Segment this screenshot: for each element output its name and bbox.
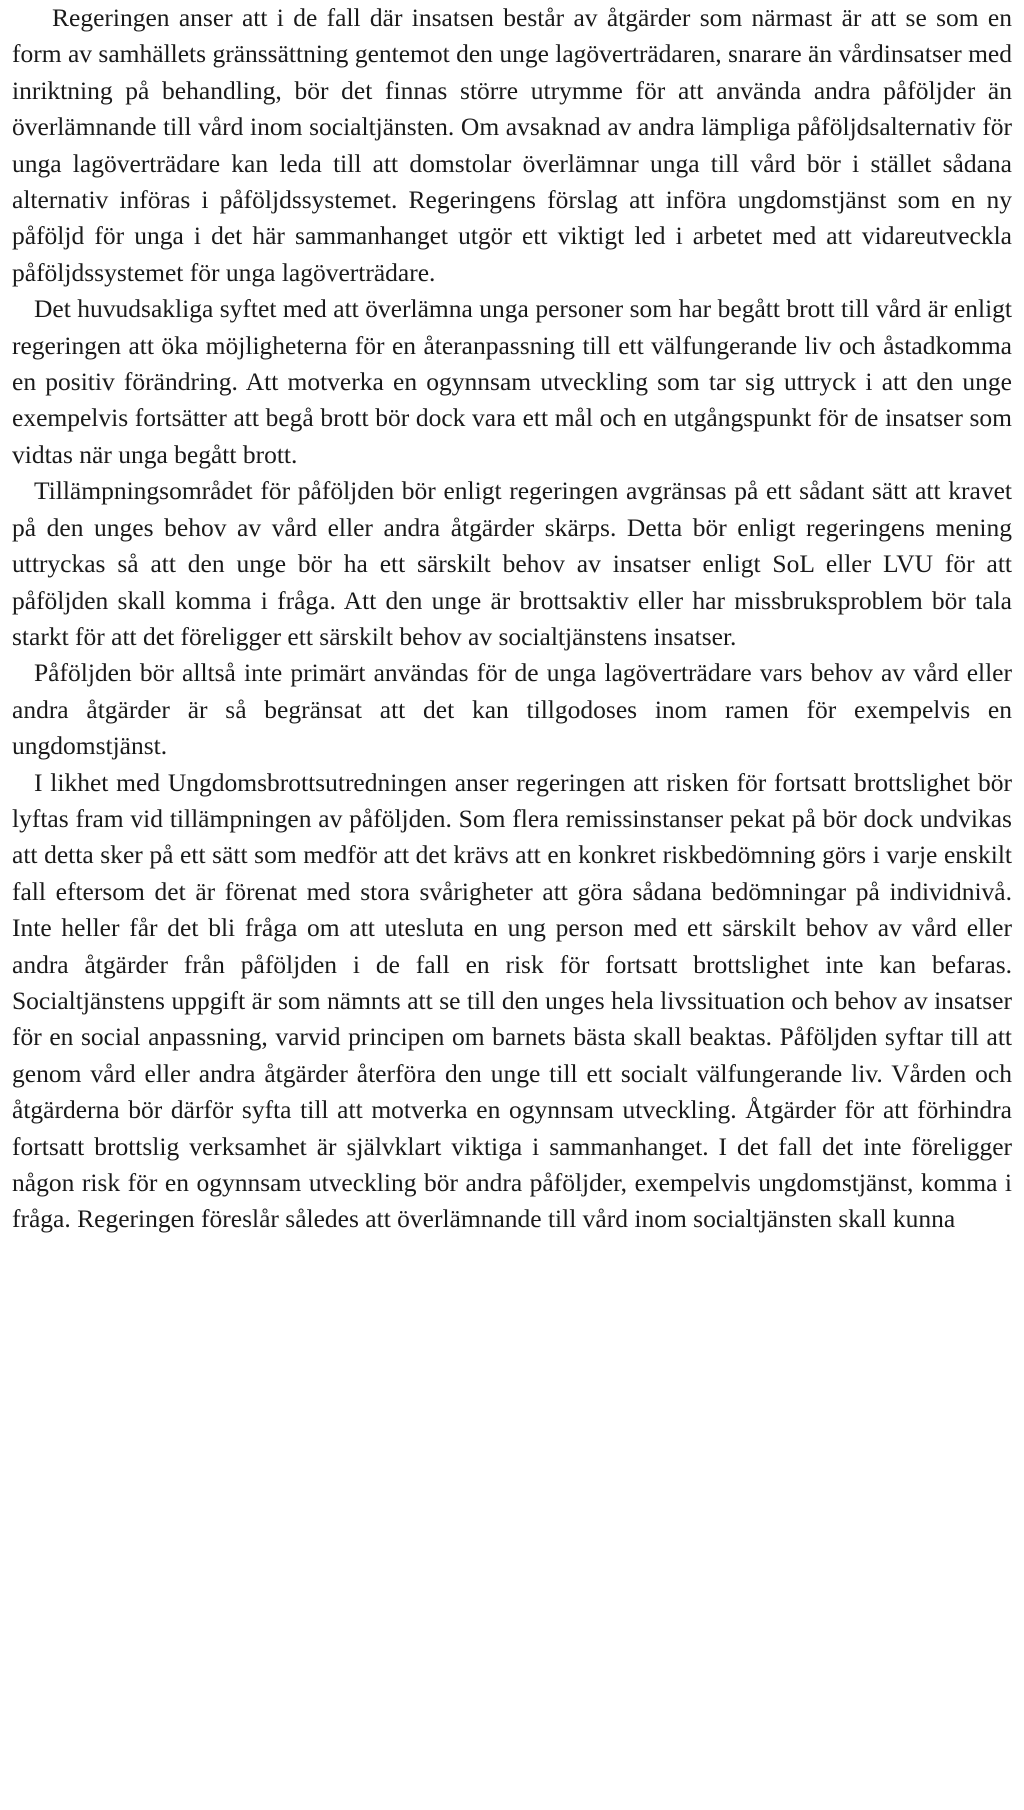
body-paragraph: Regeringen anser att i de fall där insatsen består av åtgärder som närmast är att se som en form av samhällets gränssättning gentemot den unge lagöverträdaren, snarare än vårdinsatser med inriktning på behandling, bör det finnas större utrymme för att använda andra påföljder än överlämnande till vård inom socialtjänsten. Om avsaknad av andra lämpliga påföljdsalternativ för unga lagöverträdare kan leda till att domstolar överlämnar unga till vård bör i stället sådana alternativ införas i påföljdssystemet. Regeringens förslag att införa ungdomstjänst som en ny påföljd för unga i det här sammanhanget utgör ett viktigt led i arbetet med att vidareutveckla påföljdssystemet för unga lagöverträdare. <box>12 3 1012 287</box>
body-paragraph: I likhet med Ungdomsbrottsutredningen anser regeringen att risken för fortsatt brottslighet bör lyftas fram vid tillämpningen av påföljden. Som flera remissinstanser pekat på bör dock undvikas att detta sker på ett sätt som medför att det krävs att en konkret riskbedömning görs i varje enskilt fall eftersom det är förenat med stora svårigheter att göra sådana bedömningar på individnivå. Inte heller får det bli fråga om att utesluta en ung person med ett särskilt behov av vård eller andra åtgärder från påföljden i de fall en risk för fortsatt brottslighet inte kan befaras. Socialtjänstens uppgift är som nämnts att se till den unges hela livssituation och behov av insatser för en social anpassning, varvid principen om barnets bästa skall beaktas. Påföljden syftar till att genom vård eller andra åtgärder återföra den unge till ett socialt välfungerande liv. Vården och åtgärderna bör därför syfta till att motverka en ogynnsam utveckling. Åtgärder för att förhindra fortsatt brottslig verksamhet är självklart viktiga i sammanhanget. I det fall det inte föreligger någon risk för en ogynnsam utveckling bör andra påföljder, exempelvis ungdomstjänst, komma i fråga. Regeringen föreslår således att överlämnande till vård inom socialtjänsten skall kunna <box>12 767 1012 1234</box>
document-page <box>12 0 1012 1810</box>
body-paragraph: Tillämpningsområdet för påföljden bör enligt regeringen avgränsas på ett sådant sätt att kravet på den unges behov av vård eller andra åtgärder skärps. Detta bör enligt regeringens mening uttryckas så att den unge bör ha ett särskilt behov av insatser enligt SoL eller LVU för att påföljden skall komma i fråga. Att den unge är brottsaktiv eller har missbruksproblem bör tala starkt för att det föreligger ett särskilt behov av socialtjänstens insatser. <box>12 476 1012 651</box>
body-paragraph: Det huvudsakliga syftet med att överlämna unga personer som har begått brott till vård är enligt regeringen att öka möjligheterna för en återanpassning till ett välfungerande liv och åstadkomma en positiv förändring. Att motverka en ogynnsam utveckling som tar sig uttryck i att den unge exempelvis fortsätter att begå brott bör dock vara ett mål och en utgångspunkt för de insatser som vidtas när unga begått brott. <box>12 294 1012 469</box>
body-paragraph: Påföljden bör alltså inte primärt användas för de unga lagöverträdare vars behov av vård eller andra åtgärder är så begränsat att det kan tillgodoses inom ramen för exempelvis en ungdomstjänst. <box>12 658 1012 761</box>
